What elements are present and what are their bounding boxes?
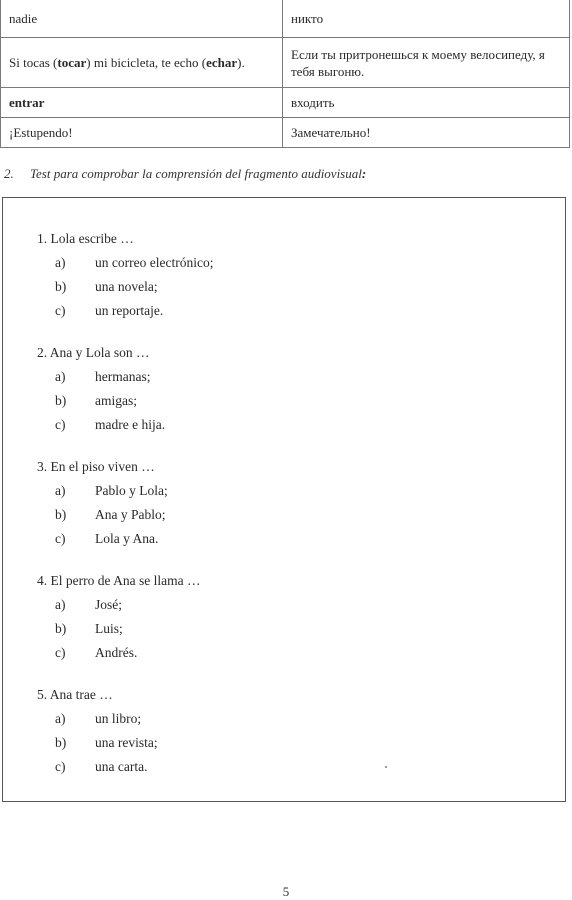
question-stem: 5. Ana trae … [37, 687, 113, 702]
option-letter: a) [55, 483, 66, 498]
vocab-row [1, 118, 570, 148]
vocab-russian-cell: никто [283, 0, 570, 38]
answer-option [37, 389, 165, 413]
answer-option [37, 479, 168, 503]
option-text: Pablo y Lola; [95, 483, 168, 498]
vocab-row [1, 88, 570, 118]
option-text: Andrés. [95, 645, 138, 660]
option-letter: b) [55, 507, 67, 522]
vocab-row [1, 38, 570, 88]
question-stem: 4. El perro de Ana se llama … [37, 573, 201, 588]
scan-speck [385, 766, 387, 768]
vocab-row [1, 0, 570, 38]
option-text: amigas; [95, 393, 137, 408]
vocab-infinitive: echar [206, 55, 238, 70]
option-letter: a) [55, 711, 66, 726]
option-letter: a) [55, 369, 66, 384]
option-text: Ana y Pablo; [95, 507, 166, 522]
answer-option [37, 299, 213, 323]
option-text: una novela; [95, 279, 158, 294]
section-heading [4, 166, 366, 182]
answer-option [37, 275, 213, 299]
quiz-box [2, 197, 566, 802]
vocab-russian-cell: входить [283, 88, 570, 118]
option-letter: b) [55, 279, 67, 294]
option-letter: b) [55, 621, 67, 636]
question-stem: 1. Lola escribe … [37, 231, 134, 246]
option-text: hermanas; [95, 369, 151, 384]
option-letter: a) [55, 597, 66, 612]
option-letter: c) [55, 645, 66, 660]
quiz-question [37, 341, 165, 437]
answer-option [37, 503, 168, 527]
quiz-question [37, 569, 200, 665]
quiz-question [37, 455, 168, 551]
answer-option [37, 251, 213, 275]
vocab-russian-cell: Замечательно! [283, 118, 570, 148]
option-text: una carta. [95, 759, 148, 774]
question-stem: 2. Ana y Lola son … [37, 345, 150, 360]
question-stem: 3. En el piso viven … [37, 459, 155, 474]
option-text: madre e hija. [95, 417, 166, 432]
vocab-russian-cell: Если ты притронешься к моему велосипеду, я тебя выгоню. [283, 38, 570, 88]
answer-option [37, 593, 200, 617]
option-text: un correo electrónico; [95, 255, 214, 270]
option-letter: c) [55, 303, 66, 318]
option-letter: b) [55, 393, 67, 408]
option-text: José; [95, 597, 122, 612]
vocab-spanish-cell: entrar [1, 88, 283, 118]
answer-option [37, 731, 158, 755]
section-number: 2. [4, 166, 14, 181]
vocab-infinitive: tocar [57, 55, 87, 70]
vocab-spanish-cell: Si tocas (tocar) mi bicicleta, te echo (echar). [1, 38, 283, 88]
vocab-spanish-cell: ¡Estupendo! [1, 118, 283, 148]
answer-option [37, 641, 200, 665]
option-text: Luis; [95, 621, 123, 636]
option-letter: c) [55, 759, 66, 774]
option-text: un reportaje. [95, 303, 164, 318]
quiz-question [37, 227, 213, 323]
answer-option [37, 755, 158, 779]
option-letter: a) [55, 255, 66, 270]
vocabulary-table [0, 0, 570, 148]
option-text: Lola y Ana. [95, 531, 159, 546]
vocab-spanish-cell: nadie [1, 0, 283, 38]
answer-option [37, 365, 165, 389]
option-letter: c) [55, 417, 66, 432]
option-text: una revista; [95, 735, 158, 750]
answer-option [37, 413, 165, 437]
section-colon: : [361, 166, 367, 181]
option-letter: c) [55, 531, 66, 546]
section-title: Test para comprobar la comprensión del fragmento audiovisual [30, 166, 362, 181]
page-number: 5 [282, 884, 290, 899]
option-text: un libro; [95, 711, 142, 726]
quiz-question [37, 683, 158, 779]
option-letter: b) [55, 735, 67, 750]
answer-option [37, 617, 200, 641]
answer-option [37, 527, 168, 551]
answer-option [37, 707, 158, 731]
